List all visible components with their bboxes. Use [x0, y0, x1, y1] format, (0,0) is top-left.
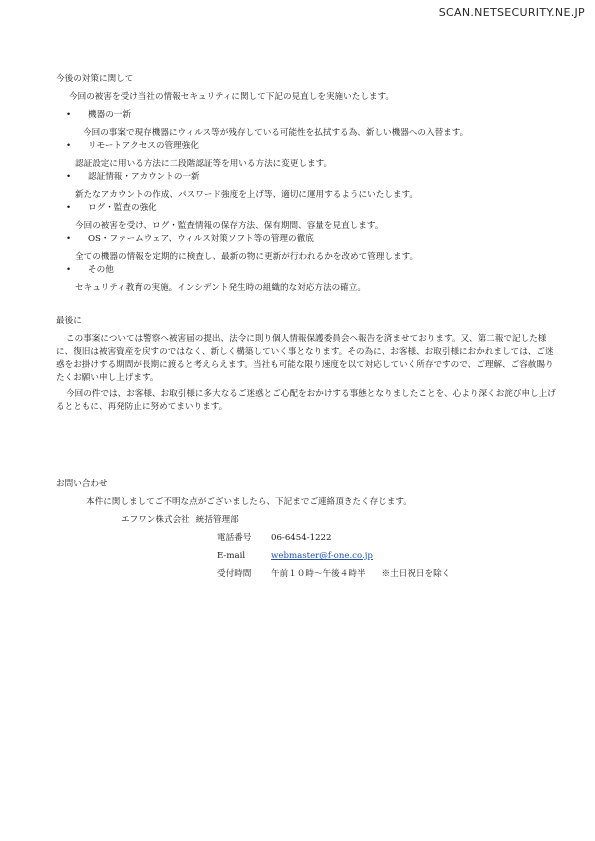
measure-label: その他	[88, 265, 114, 275]
measure-item	[56, 140, 556, 171]
bullet-icon: •	[66, 172, 72, 182]
contact-intro: 本件に関しましてご不明な点がございましたら、下記までご連絡頂きたく存じます。	[86, 497, 412, 507]
department-name: 統括管理部	[195, 515, 239, 525]
measure-description: 全ての機器の情報を定期的に検査し、最新の物に更新が行われるかを改めて管理します。	[75, 252, 419, 262]
bullet-icon: •	[66, 110, 72, 120]
measures-title: 今後の対策に関して	[56, 74, 134, 84]
measure-label: OS・ファームウェア、ウィルス対策ソフト等の管理の徹底	[88, 234, 314, 244]
contact-company	[121, 514, 556, 527]
email-label: E-mail	[217, 551, 246, 561]
hours-value	[271, 568, 450, 581]
email-link[interactable]: webmaster@f-one.co.jp	[271, 551, 373, 561]
measures-intro: 今回の被害を受け当社の情報セキュリティに関して下記の見直しを実施いたします。	[69, 92, 395, 102]
measure-label: 認証情報・アカウントの一新	[88, 172, 200, 182]
phone-number: 06-6454-1222	[271, 533, 332, 543]
closing-title: 最後に	[56, 316, 82, 326]
measure-label: 機器の一新	[88, 110, 131, 120]
hours-label: 受付時間	[217, 569, 252, 579]
company-name: エフワン株式会社	[121, 515, 190, 525]
measure-description: セキュリティ教育の実施。インシデント発生時の組織的な対応方法の確立。	[75, 283, 366, 293]
email-row	[56, 550, 556, 563]
bullet-icon: •	[66, 203, 72, 213]
measure-label: リモートアクセスの管理強化	[88, 141, 199, 151]
hours-note: ※土日祝日を除く	[381, 569, 451, 579]
measure-item	[56, 233, 556, 264]
hours-row	[56, 568, 556, 581]
bullet-icon: •	[66, 265, 72, 275]
document-page	[56, 73, 556, 581]
measure-item	[56, 109, 556, 140]
contact-title: お問い合わせ	[56, 479, 108, 489]
closing-paragraph: 今回の件では、お客様、お取引様に多大なるご迷惑とご心配をおかけする事態となりましたことを、心より深くお詫び申し上げるとともに、再発防止に努めてまいります。	[56, 389, 556, 412]
closing-paragraph: この事案については警察へ被害届の提出、法令に則り個人情報保護委員会へ報告を済ませております。又、第二報で記した様に、復旧は被害資産を戻すのではなく、新しく構築していく事となります。その為に、お客様、お取引様におかれましては、ご迷惑をお掛けする期間が長期に渡ると考えらえます。当社も可能な限り速度を以て対応していく所存ですので、ご理解、ご容赦賜りたくお願い申し上げます。	[56, 334, 554, 383]
measure-label: ログ・監査の強化	[88, 203, 157, 213]
measure-item	[56, 171, 556, 202]
hours-text: 午前１０時～午後４時半	[271, 569, 366, 579]
measures-section	[56, 73, 556, 295]
bullet-icon: •	[66, 141, 72, 151]
measure-description: 認証設定に用いる方法に二段階認証等を用いる方法に変更します。	[75, 159, 333, 169]
measure-item	[56, 264, 556, 295]
measures-list	[56, 109, 556, 295]
measure-description: 今回の被害を受け、ログ・監査情報の保存方法、保有期間、容量を見直します。	[75, 221, 384, 231]
phone-row	[56, 532, 556, 545]
measure-description: 今回の事案で現存機器にウィルス等が残存している可能性を払拭する為、新しい機器への入替ます。	[83, 128, 469, 138]
site-watermark: SCAN.NETSECURITY.NE.JP	[438, 6, 585, 19]
bullet-icon: •	[66, 234, 72, 244]
measure-item	[56, 202, 556, 233]
measure-description: 新たなアカウントの作成、パスワード強度を上げ等、適切に運用するようにいたします。	[75, 190, 418, 200]
phone-label: 電話番号	[217, 533, 252, 543]
